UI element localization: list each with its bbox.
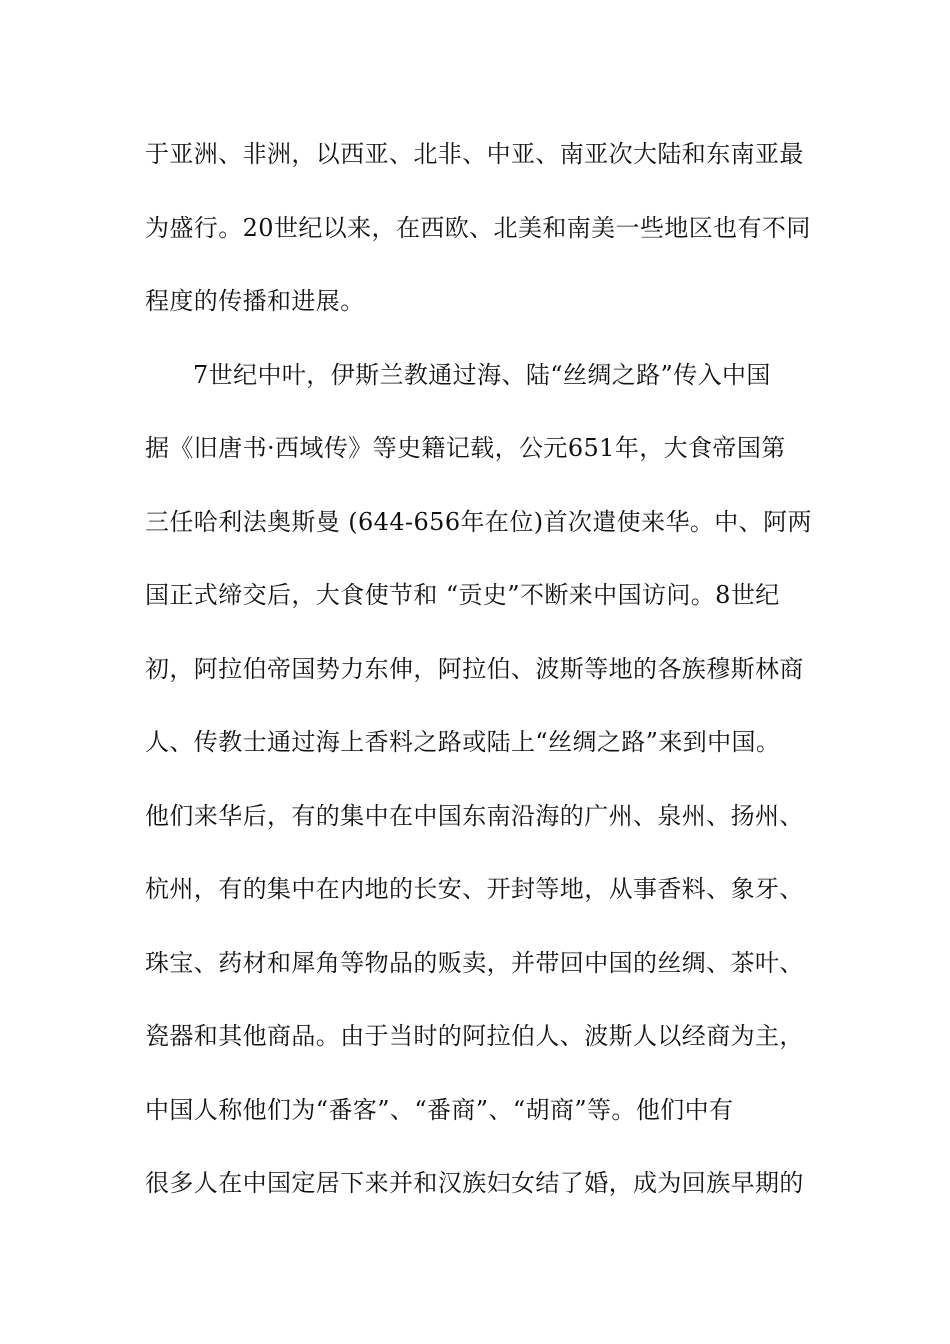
- text-line-11: 杭州，有的集中在内地的长安、开封等地，从事香料、象牙、: [145, 875, 804, 903]
- text-line-9: 人、传教士通过海上香料之路或陆上“丝绸之路”来到中国。: [145, 728, 781, 756]
- text-line-4: 7世纪中叶，伊斯兰教通过海、陆“丝绸之路”传入中国: [193, 360, 771, 389]
- text-line-13: 瓷器和其他商品。由于当时的阿拉伯人、波斯人以经商为主，: [145, 1022, 804, 1050]
- body-text: [145, 128, 810, 1231]
- text-line-8: 初，阿拉伯帝国势力东伸，阿拉伯、波斯等地的各族穆斯林商: [145, 654, 804, 683]
- text-line-10: 他们来华后，有的集中在中国东南沿海的广州、泉州、扬州、: [145, 801, 804, 830]
- text-line-14: 中国人称他们为“番客”、“番商”、“胡商”等。他们中有: [145, 1095, 734, 1124]
- text-line-6: 三任哈利法奥斯曼 (644-656年在位)首次遣使来华。中、阿两: [145, 507, 812, 536]
- text-line-7: 国正式缔交后，大食使节和 “贡史”不断来中国访问。8世纪: [145, 581, 780, 609]
- text-line-3: 程度的传播和进展。: [145, 287, 365, 315]
- text-line-1: 于亚洲、非洲，以西亚、北非、中亚、南亚次大陆和东南亚最: [145, 140, 804, 168]
- text-line-2: 为盛行。20世纪以来，在西欧、北美和南美一些地区也有不同: [145, 213, 811, 242]
- text-line-5: 据《旧唐书·西域传》等史籍记载，公元651年，大食帝国第: [145, 434, 786, 462]
- text-line-12: 珠宝、药材和犀角等物品的贩卖，并带回中国的丝绸、茶叶、: [145, 948, 804, 977]
- text-line-15: 很多人在中国定居下来并和汉族妇女结了婚，成为回族早期的: [145, 1169, 804, 1197]
